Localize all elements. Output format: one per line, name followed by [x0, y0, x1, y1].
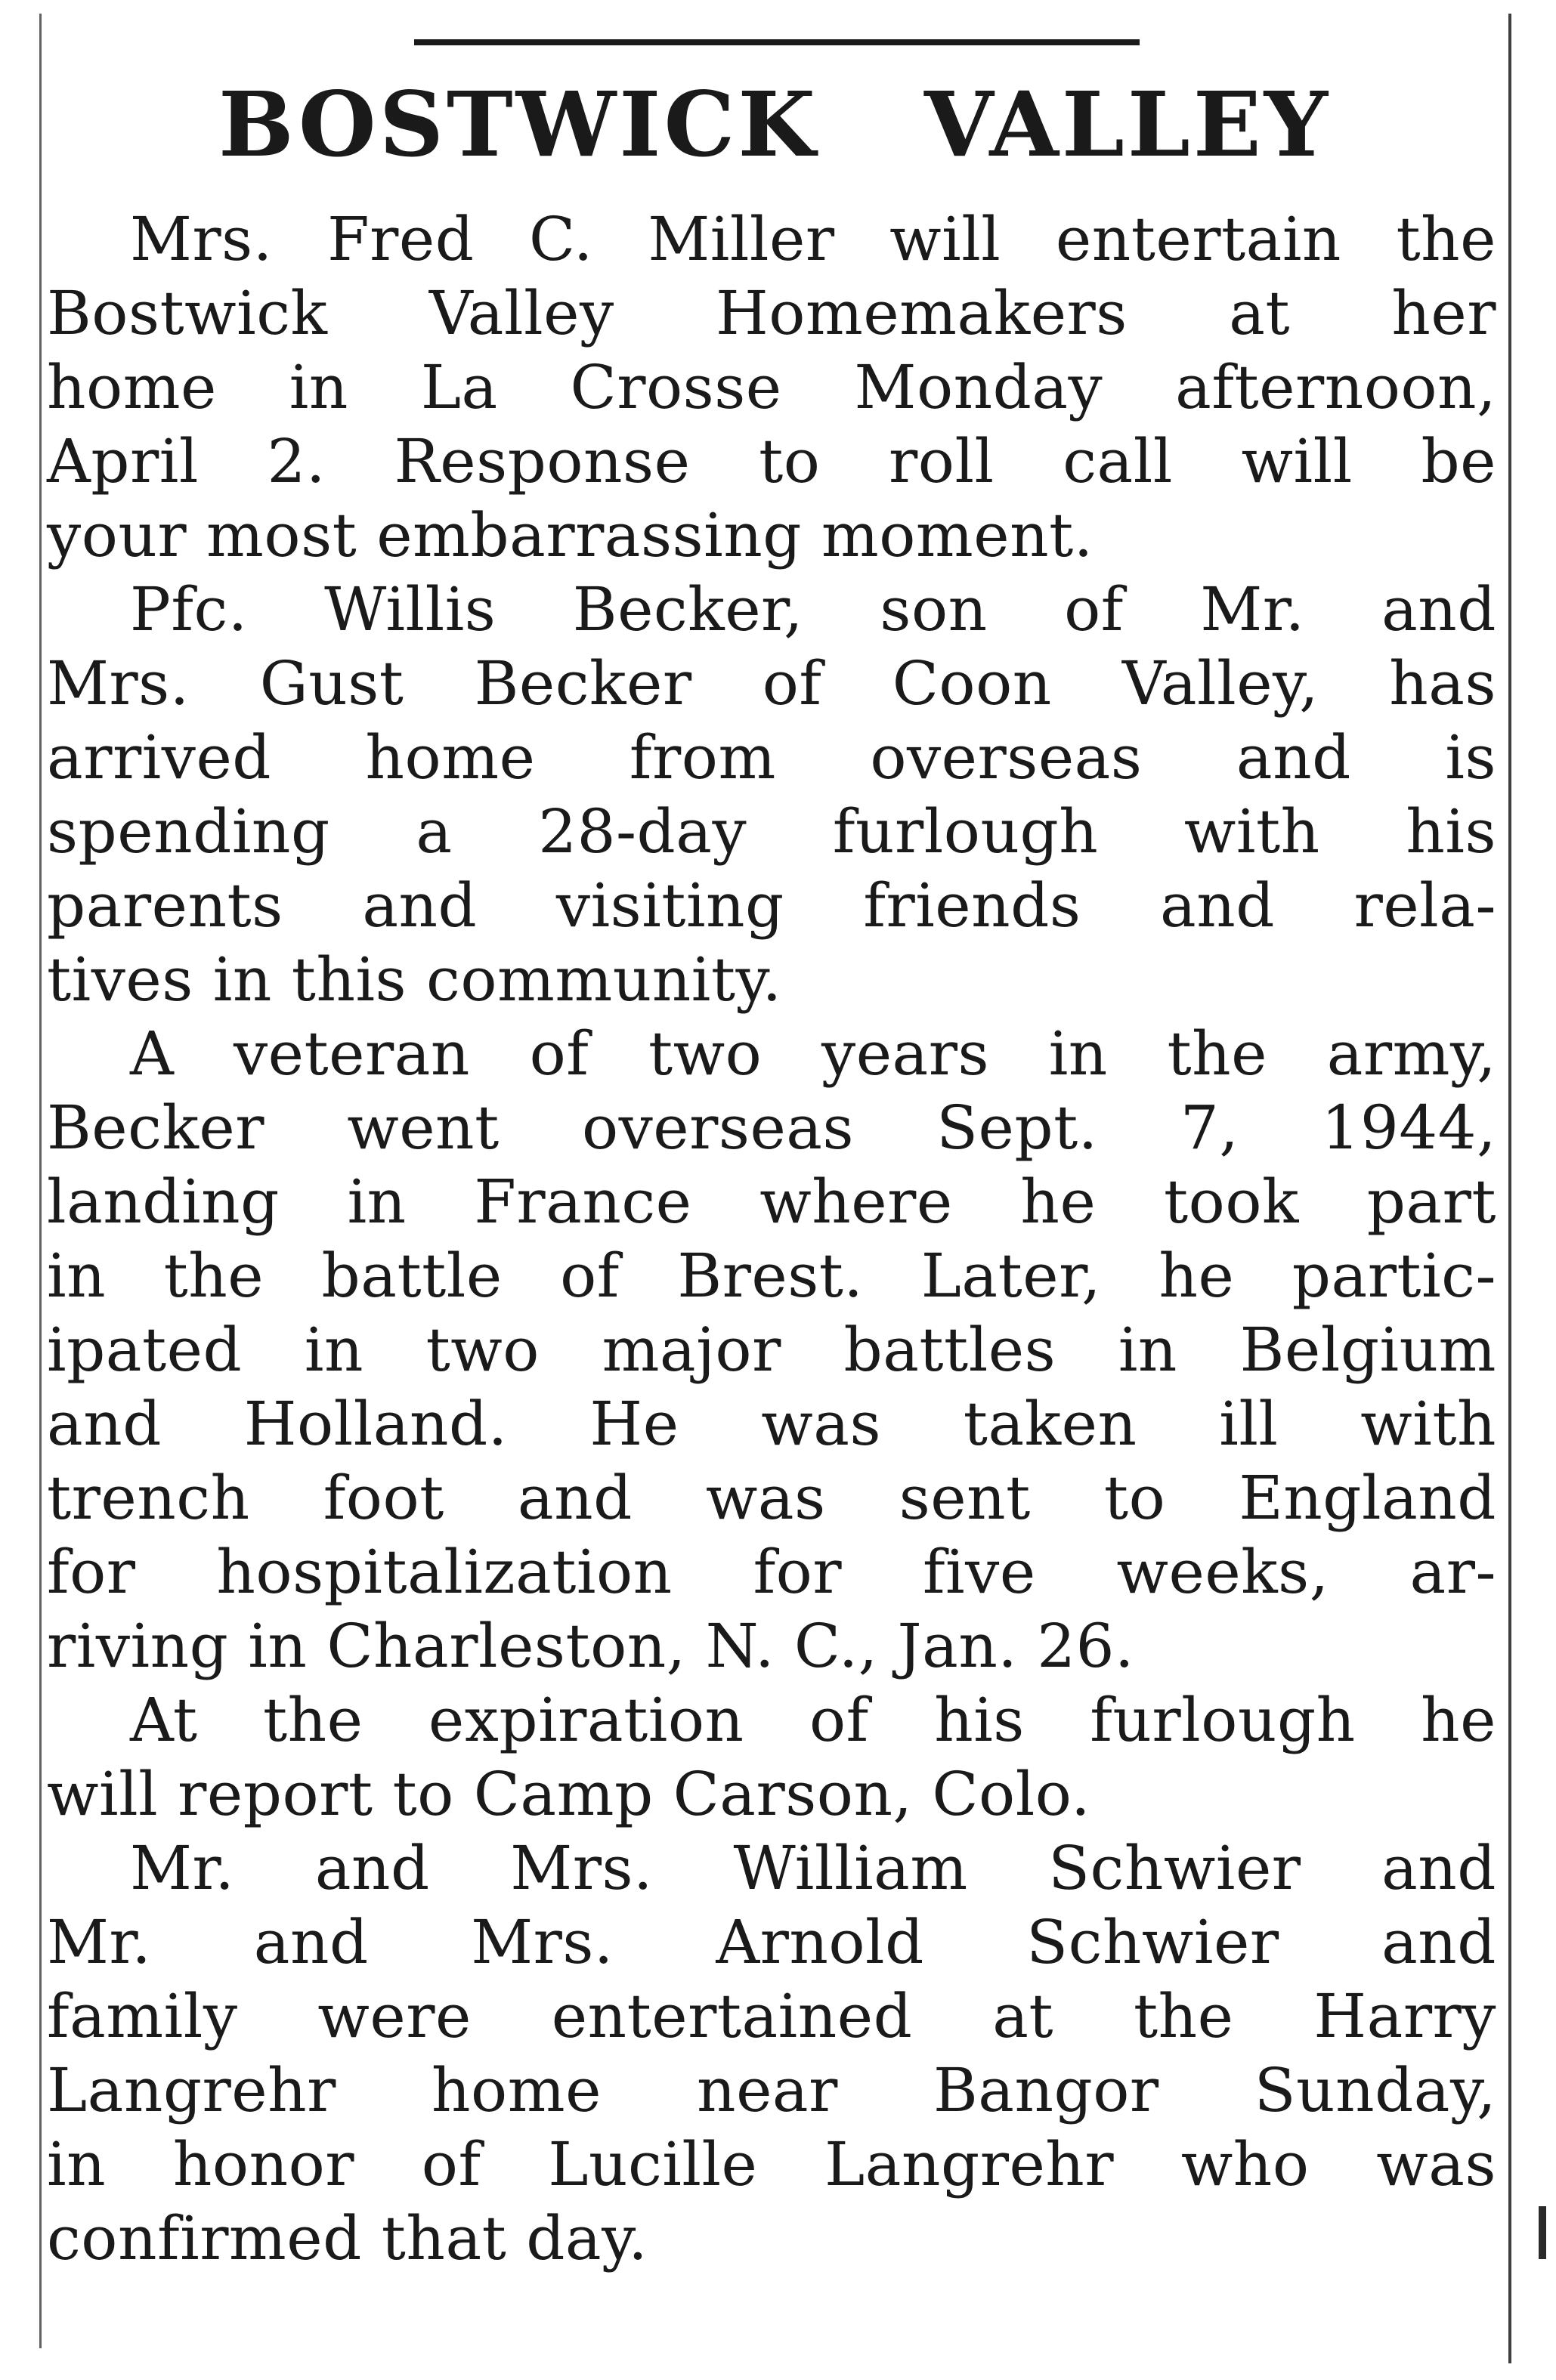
text-line: At the expiration of his furlough he: [130, 1685, 1496, 1755]
text-line: ipated in two major battles in Belgium: [47, 1315, 1496, 1385]
text-line: will report to Camp Carson, Colo.: [47, 1759, 1090, 1829]
text-line: Mrs. Fred C. Miller will entertain the: [130, 204, 1496, 274]
text-line: April 2. Response to roll call will be: [47, 426, 1496, 496]
text-line: family were entertained at the Harry: [47, 1981, 1496, 2051]
headline-word-2: VALLEY: [923, 72, 1331, 177]
text-line: tives in this community.: [47, 944, 782, 1015]
headline-word-1: BOSTWICK: [218, 72, 818, 177]
text-line: in the battle of Brest. Later, he partic-: [47, 1241, 1496, 1311]
paragraph-2: [47, 573, 1496, 1017]
left-column-rule: [39, 14, 42, 2348]
text-line: your most embarrassing moment.: [47, 500, 1094, 570]
text-line: and Holland. He was taken ill with: [47, 1389, 1496, 1459]
article-body: [47, 202, 1496, 2276]
text-line: trench foot and was sent to England: [47, 1463, 1496, 1533]
text-line: Bostwick Valley Homemakers at her: [47, 278, 1496, 348]
text-line: Becker went overseas Sept. 7, 1944,: [47, 1093, 1496, 1163]
text-line: riving in Charleston, N. C., Jan. 26.: [47, 1611, 1134, 1681]
top-rule: [414, 39, 1140, 45]
paragraph-1: [47, 202, 1496, 573]
text-line: Langrehr home near Bangor Sunday,: [47, 2055, 1496, 2125]
text-line: Mr. and Mrs. William Schwier and: [130, 1833, 1496, 1903]
text-line: Mr. and Mrs. Arnold Schwier and: [47, 1907, 1496, 1977]
text-line: confirmed that day.: [47, 2203, 648, 2273]
text-line: arrived home from overseas and is: [47, 722, 1496, 793]
right-column-rule: [1508, 14, 1511, 2363]
text-line: parents and visiting friends and rela-: [47, 870, 1496, 941]
text-line: landing in France where he took part: [47, 1167, 1496, 1237]
edge-mark: [1539, 2206, 1546, 2259]
text-line: in honor of Lucille Langrehr who was: [47, 2129, 1496, 2199]
text-line: spending a 28-day furlough with his: [47, 796, 1496, 867]
text-line: Pfc. Willis Becker, son of Mr. and: [130, 574, 1496, 644]
text-line: home in La Crosse Monday afternoon,: [47, 352, 1496, 422]
text-line: Mrs. Gust Becker of Coon Valley, has: [47, 648, 1496, 719]
paragraph-4: [47, 1683, 1496, 1831]
paragraph-5: [47, 1831, 1496, 2276]
headline: [45, 72, 1504, 178]
text-line: A veteran of two years in the army,: [130, 1018, 1496, 1089]
paragraph-3: [47, 1017, 1496, 1683]
text-line: for hospitalization for five weeks, ar-: [47, 1537, 1496, 1607]
